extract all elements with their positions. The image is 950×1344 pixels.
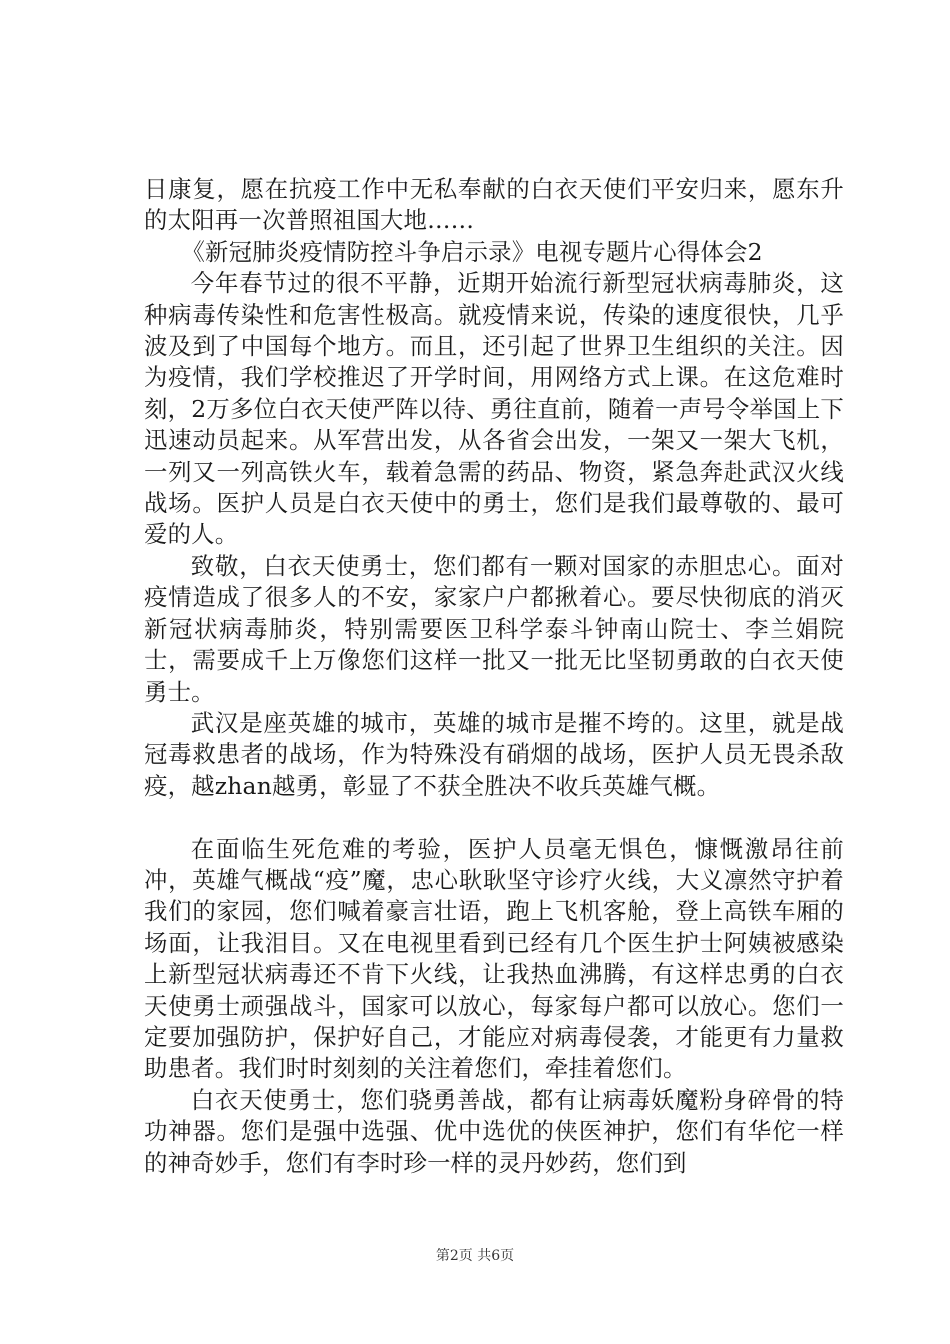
paragraph: 今年春节过的很不平静，近期开始流行新型冠状病毒肺炎，这种病毒传染性和危害性极高。就疫情来说，传染的速度很快，几乎波及到了中国每个地方。而且，还引起了世界卫生组织的关注。因为疫情，我们学校推迟了开学时间，用网络方式上课。在这危难时刻，2万多位白衣天使严阵以待、勇往直前，随着一声号令举国上下迅速动员起来。从军营出发，从各省会出发，一架又一架大飞机，一列又一列高铁火车，载着急需的药品、物资，紧急奔赴武汉火线战场。医护人员是白衣天使中的勇士，您们是我们最尊敬的、最可爱的人。 [144, 269, 844, 549]
paragraph: 白衣天使勇士，您们骁勇善战，都有让病毒妖魔粉身碎骨的特功神器。您们是强中选强、优中选优的侠医神护，您们有华佗一样的神奇妙手，您们有李时珍一样的灵丹妙药，您们到 [144, 1085, 844, 1177]
paragraph: 武汉是座英雄的城市，英雄的城市是摧不垮的。这里，就是战冠毒救患者的战场，作为特殊没有硝烟的战场，医护人员无畏杀敌疫，越zhan越勇，彰显了不获全胜决不收兵英雄气概。 [144, 708, 844, 800]
page-footer: 第2页 共6页 [435, 1248, 515, 1264]
paragraph-continuation: 日康复，愿在抗疫工作中无私奉献的白衣天使们平安归来，愿东升的太阳再一次普照祖国大地…… [144, 175, 844, 235]
paragraph: 在面临生死危难的考验，医护人员毫无惧色，慷慨激昂往前冲，英雄气概战“疫”魔，忠心耿耿坚守诊疗火线，大义凛然守护着我们的家园，您们喊着豪言壮语，跑上飞机客舱，登上高铁车厢的场面，让我泪目。又在电视里看到已经有几个医生护士阿姨被感染上新型冠状病毒还不肯下火线，让我热血沸腾，有这样忠勇的白衣天使勇士顽强战斗，国家可以放心，每家每户都可以放心。您们一定要加强防护，保护好自己，才能应对病毒侵袭，才能更有力量救助患者。我们时时刻刻的关注着您们，牵挂着您们。 [144, 834, 844, 1083]
paragraph: 致敬，白衣天使勇士，您们都有一颗对国家的赤胆忠心。面对疫情造成了很多人的不安，家家户户都揪着心。要尽快彻底的消灭新冠状病毒肺炎，特别需要医卫科学泰斗钟南山院士、李兰娟院士，需要成千上万像您们这样一批又一批无比坚韧勇敢的白衣天使勇士。 [144, 551, 844, 706]
section-title: 《新冠肺炎疫情防控斗争启示录》电视专题片心得体会2 [181, 237, 763, 266]
blank-line [144, 802, 844, 833]
document-body [144, 174, 844, 1179]
